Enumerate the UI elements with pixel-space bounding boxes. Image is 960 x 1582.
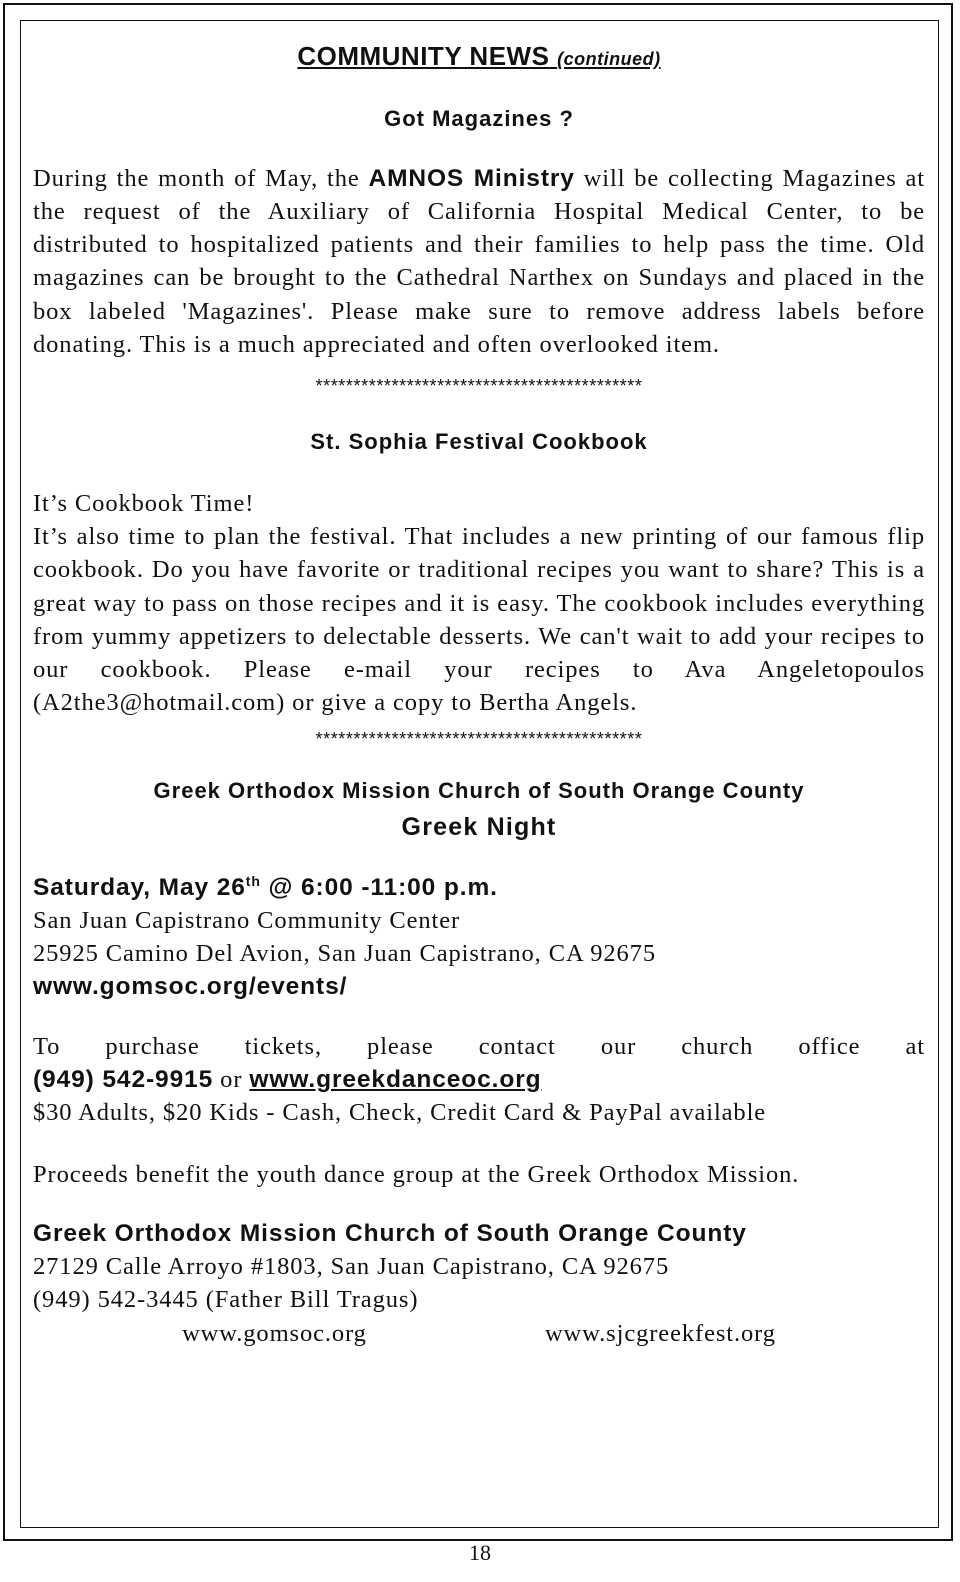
contact-phone: (949) 542-3445 (Father Bill Tragus) (33, 1286, 419, 1314)
tickets-contact (33, 1063, 925, 1096)
event-venue: San Juan Capistrano Community Center (33, 906, 461, 934)
cookbook-intro: It’s Cookbook Time! (33, 489, 255, 517)
event-date-text (33, 874, 498, 901)
event-date (33, 864, 925, 903)
magazines-text-after: will be collecting Magazines at the request of the Auxiliary of California Hospital Medical Center, to be distributed to hospitalized patients and their families to help pass the time. Old magazines can be brought to the Cathedral Narthex on Sundays and placed in the box labeled 'Magazines'. Please make sure to remove address labels before donating. This is a much appreciated and often overlooked item. (33, 164, 925, 359)
proceeds-text: Proceeds benefit the youth dance group at the Greek Orthodox Mission. (33, 1160, 800, 1188)
contact-org (33, 1217, 925, 1250)
cookbook-paragraph: It’s also time to plan the festival. That includes a new printing of our famous flip cookbook. Do you have favorite or traditional recipes you want to share? This is a great way to pass on those recipes and it is easy. The cookbook includes everything from yummy appetizers to delectable desserts. We can't wait to add your recipes to our cookbook. Please e-mail your recipes to Ava Angeletopoulos (A2the3@hotmail.com) or give a copy to Bertha Angels. (33, 522, 925, 717)
magazines-heading: Got Magazines ? (384, 106, 574, 132)
greek-night-org: Greek Orthodox Mission Church of South Orange County (153, 777, 805, 803)
event-date-sup: th (245, 872, 261, 889)
page-title (33, 40, 925, 76)
greek-night-title: Greek Night (401, 813, 557, 842)
contact-site-1[interactable]: www.gomsoc.org (182, 1319, 367, 1347)
cookbook-heading: St. Sophia Festival Cookbook (310, 429, 648, 455)
contact-site-2[interactable]: www.sjcgreekfest.org (544, 1319, 776, 1347)
magazines-text-before: During the month of May, the (33, 164, 369, 192)
event-date-suffix: @ 6:00 -11:00 p.m. (260, 873, 498, 901)
tickets-text: To purchase tickets, please contact our church office at (33, 1032, 925, 1060)
ticket-prices: $30 Adults, $20 Kids - Cash, Check, Credit Card & PayPal available (33, 1099, 767, 1127)
page-title-suffix: (continued) (557, 49, 661, 69)
page-title-text: COMMUNITY NEWS (297, 41, 550, 71)
tickets-phone: (949) 542-9915 (33, 1065, 214, 1093)
contact-address: 27129 Calle Arroyo #1803, San Juan Capistrano, CA 92675 (33, 1253, 670, 1281)
ministry-name: AMNOS Ministry (368, 164, 575, 192)
contact-websites (33, 1317, 925, 1350)
magazines-paragraph (33, 162, 925, 362)
event-address: 25925 Camino Del Avion, San Juan Capistrano, CA 92675 (33, 940, 656, 968)
separator-2: ******************************************* (315, 728, 643, 749)
page-number: 18 (469, 1540, 491, 1565)
event-date-prefix: Saturday, May 26 (33, 873, 246, 901)
newsletter-content (33, 36, 925, 1350)
contact-org-text: Greek Orthodox Mission Church of South Orange County (33, 1219, 747, 1247)
event-website-link[interactable]: www.gomsoc.org/events/ (33, 973, 348, 1001)
event-website (33, 970, 925, 1003)
separator-1: ******************************************* (315, 376, 643, 397)
tickets-or: or (213, 1065, 250, 1093)
tickets-site-link[interactable]: www.greekdanceoc.org (249, 1065, 542, 1093)
